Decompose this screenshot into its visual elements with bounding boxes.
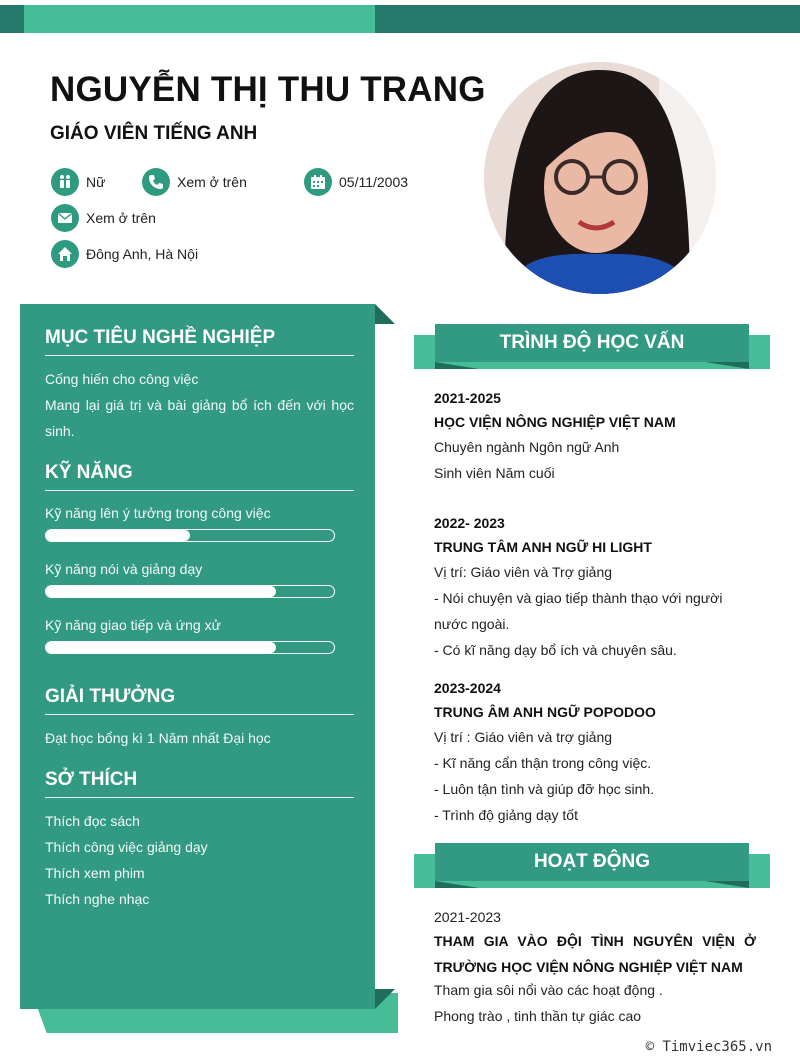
hobby-item: Thích đọc sách <box>45 813 140 829</box>
phone-info <box>142 168 247 196</box>
skill-bar-fill <box>46 586 276 597</box>
calendar-icon <box>304 168 332 196</box>
activities-heading: HOẠT ĐỘNG <box>435 843 749 881</box>
education-org: TRUNG ÂM ANH NGỮ POPODOO <box>434 704 656 720</box>
education-line: - Trình độ giảng dạy tốt <box>434 807 578 823</box>
skill-label: Kỹ năng giao tiếp và ứng xử <box>45 617 221 633</box>
hobby-item: Thích xem phim <box>45 865 145 881</box>
activity-org: THAM GIA VÀO ĐỘI TÌNH NGUYÊN VIỆN Ở TRƯỜNG HỌC VIỆN NÔNG NGHIỆP VIỆT NAM <box>434 933 756 975</box>
education-org: TRUNG TÂM ANH NGỮ HI LIGHT <box>434 539 652 555</box>
education-line: Chuyên ngành Ngôn ngữ Anh <box>434 439 620 455</box>
activities-ribbon <box>414 843 770 890</box>
phone-icon <box>142 168 170 196</box>
hobby-item: Thích công việc giảng dạy <box>45 839 208 855</box>
activity-years: 2021-2023 <box>434 909 501 925</box>
education-line: Sinh viên Năm cuối <box>434 465 555 481</box>
address-info <box>51 240 198 268</box>
skill-bar <box>45 529 335 542</box>
email-value: Xem ở trên <box>86 210 156 226</box>
education-line: - Nói chuyện và giao tiếp thành thạo với người nước ngoài. <box>434 590 723 632</box>
email-info <box>51 204 156 232</box>
address-value: Đông Anh, Hà Nội <box>86 246 199 262</box>
skill-label: Kỹ năng nói và giảng dạy <box>45 561 203 577</box>
education-line: - Luôn tận tình và giúp đỡ học sinh. <box>434 781 655 797</box>
education-line: Vị trí: Giáo viên và Trợ giảng <box>434 564 613 580</box>
skill-bar <box>45 585 335 598</box>
birthday-value: 05/11/2003 <box>339 174 409 190</box>
top-banner-accent <box>24 5 375 33</box>
job-title: GIÁO VIÊN TIẾNG ANH <box>50 123 258 144</box>
skill-bar <box>45 641 335 654</box>
education-years: 2023-2024 <box>434 680 501 696</box>
skills-heading: KỸ NĂNG <box>45 462 354 491</box>
career-goal-line: Cống hiến cho công việc <box>45 371 199 387</box>
skill-label: Kỹ năng lên ý tưởng trong công việc <box>45 505 271 521</box>
activity-line: Tham gia sôi nổi vào các hoạt động . <box>434 982 663 998</box>
skill-bar-fill <box>46 530 190 541</box>
phone-value: Xem ở trên <box>177 174 247 190</box>
profile-photo <box>484 62 716 294</box>
gender-value: Nữ <box>86 174 106 190</box>
award-item: Đạt học bổng kì 1 Năm nhất Đại học <box>45 730 271 746</box>
email-icon <box>51 204 79 232</box>
career-goal-heading: MỤC TIÊU NGHỀ NGHIỆP <box>45 327 354 356</box>
gender-icon <box>51 168 79 196</box>
education-years: 2021-2025 <box>434 390 501 406</box>
education-heading: TRÌNH ĐỘ HỌC VẤN <box>435 324 749 362</box>
activity-line: Phong trào , tinh thần tự giác cao <box>434 1008 642 1024</box>
career-goal-line: Mang lại giá trị và bài giảng bổ ích đến với học sinh. <box>45 397 354 439</box>
hobbies-heading: SỞ THÍCH <box>45 769 354 798</box>
education-line: Vị trí : Giáo viên và trợ giảng <box>434 729 613 745</box>
education-line: - Có kĩ năng dạy bổ ích và chuyên sâu. <box>434 642 677 658</box>
top-banner <box>0 5 800 33</box>
awards-heading: GIẢI THƯỞNG <box>45 686 354 715</box>
education-years: 2022- 2023 <box>434 515 505 531</box>
candidate-name: NGUYỄN THỊ THU TRANG <box>50 70 486 109</box>
birthday-info <box>304 168 408 196</box>
education-line: - Kĩ năng cẩn thận trong công việc. <box>434 755 652 771</box>
education-org: HỌC VIỆN NÔNG NGHIỆP VIỆT NAM <box>434 414 676 430</box>
education-ribbon <box>414 324 770 371</box>
hobby-item: Thích nghe nhạc <box>45 891 150 907</box>
gender-info <box>51 168 105 196</box>
skill-bar-fill <box>46 642 276 653</box>
home-icon <box>51 240 79 268</box>
panel-fold-top <box>375 304 395 324</box>
footer-watermark: © Timviec365.vn <box>645 1039 772 1055</box>
